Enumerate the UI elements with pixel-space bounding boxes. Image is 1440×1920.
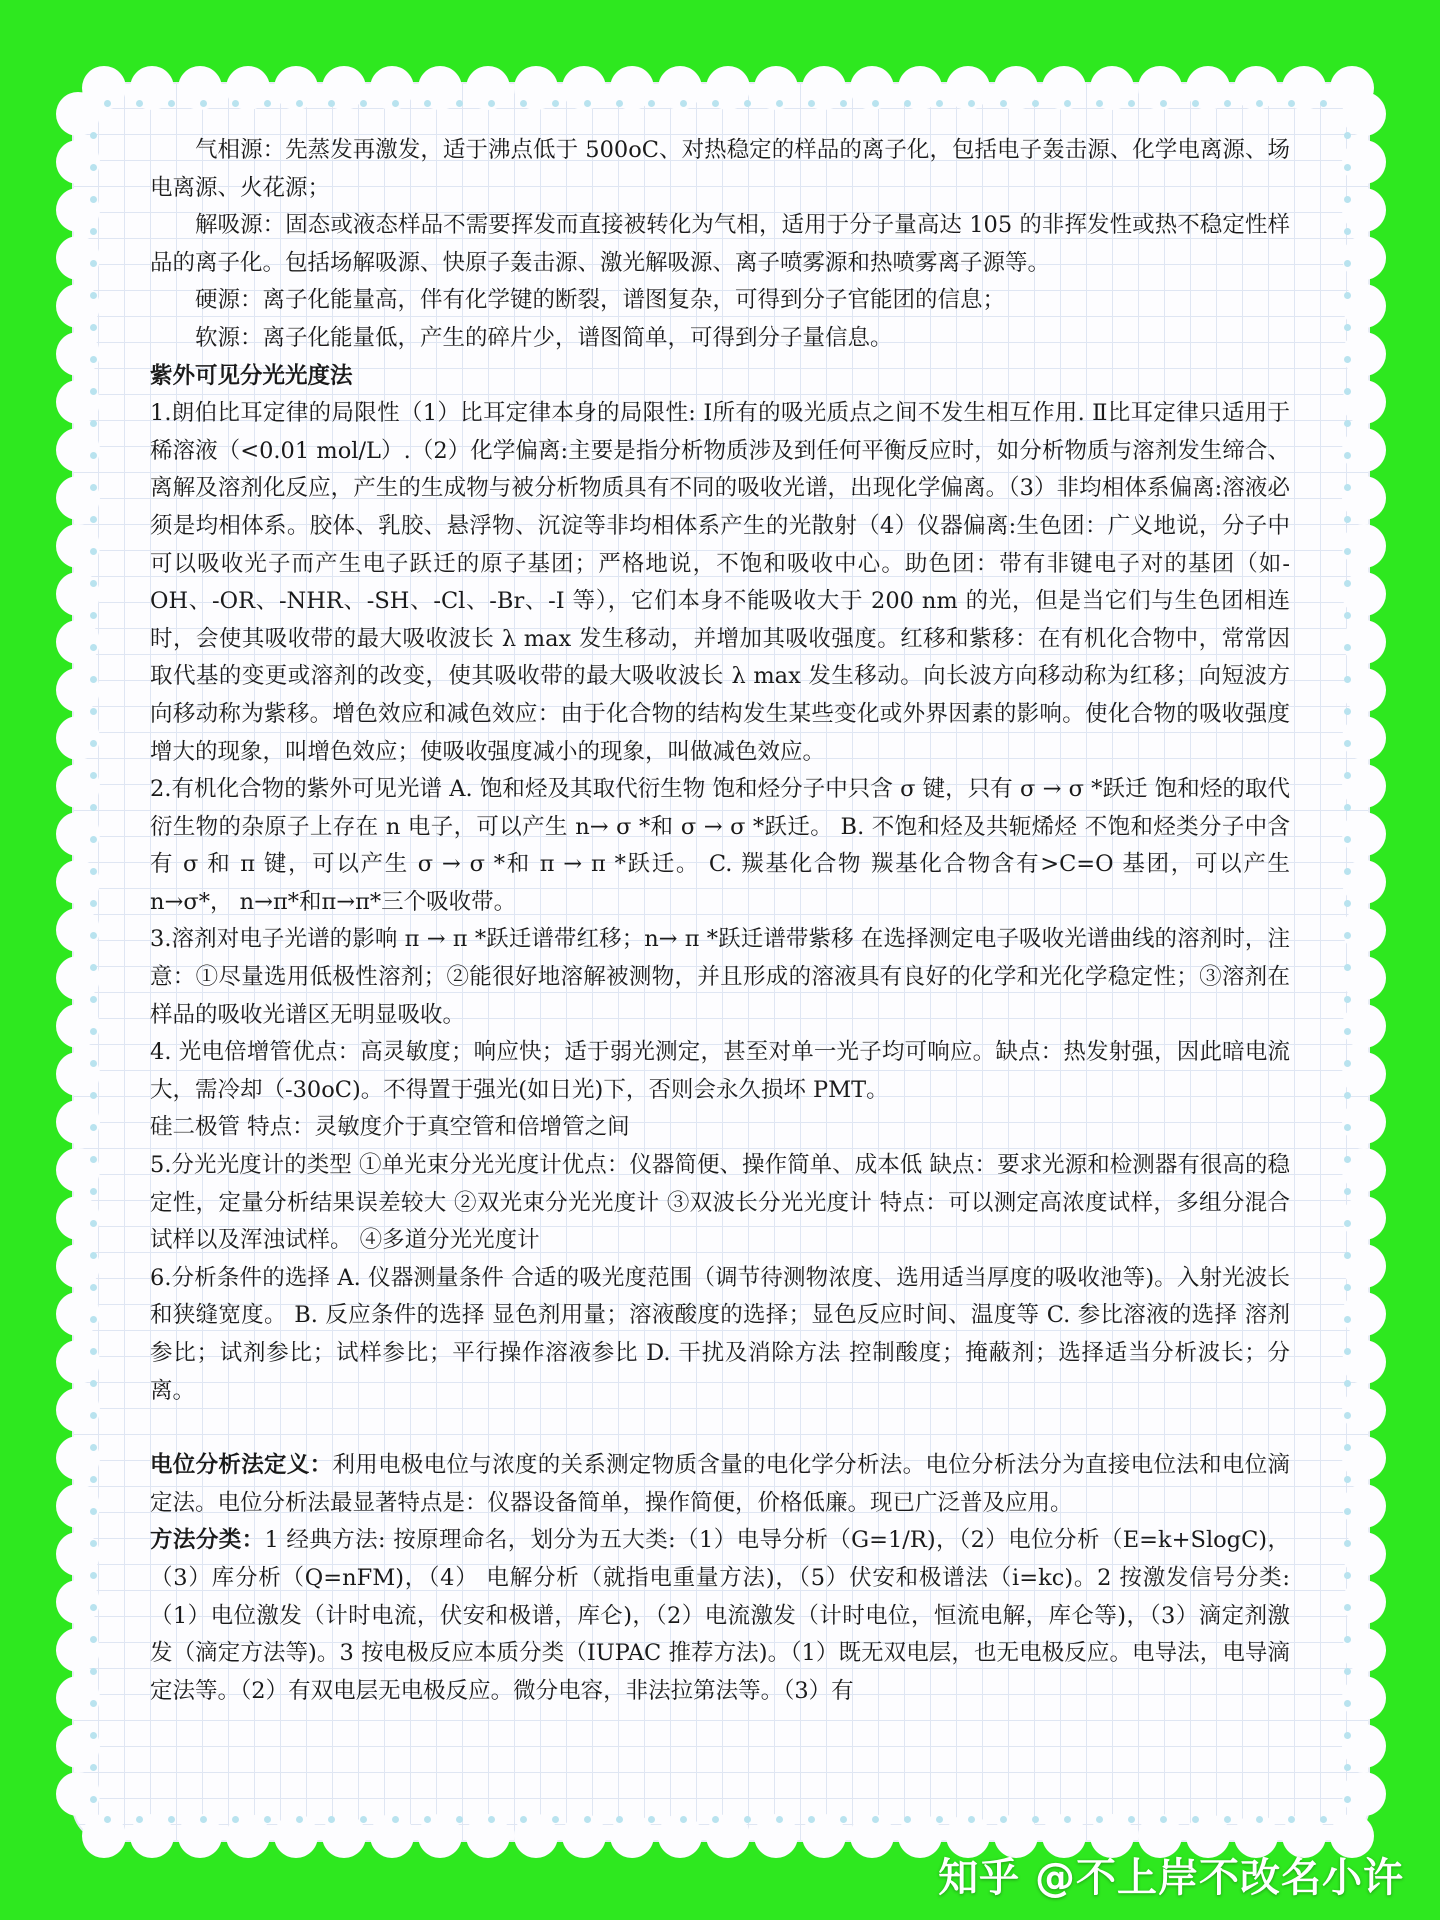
border-scallop <box>1342 812 1386 856</box>
paragraph-text: 软源：离子化能量低，产生的碎片少，谱图简单，可得到分子量信息。 <box>195 324 893 351</box>
border-scallop <box>56 1484 100 1528</box>
border-dot <box>90 1476 97 1483</box>
border-dot <box>90 676 97 683</box>
border-scallop <box>1342 380 1386 424</box>
border-dot <box>1344 996 1351 1003</box>
border-scallop <box>1342 332 1386 376</box>
border-dot <box>1160 1816 1167 1823</box>
border-dot <box>1344 1156 1351 1163</box>
border-dot <box>232 1816 239 1823</box>
border-dot <box>90 484 97 491</box>
border-dot <box>1344 612 1351 619</box>
border-dot <box>90 996 97 1003</box>
border-scallop <box>1342 428 1386 472</box>
border-scallop <box>56 1100 100 1144</box>
border-scallop <box>56 1148 100 1192</box>
border-dot <box>90 1060 97 1067</box>
border-dot <box>872 100 879 107</box>
border-scallop <box>1342 236 1386 280</box>
paragraph <box>150 771 1290 921</box>
border-dot <box>1096 1816 1103 1823</box>
border-dot <box>1128 100 1135 107</box>
paragraph <box>150 921 1290 1034</box>
border-dot <box>1344 260 1351 267</box>
border-dot <box>104 1816 111 1823</box>
border-dot <box>1344 1700 1351 1707</box>
border-dot <box>808 1816 815 1823</box>
border-dot <box>1344 1060 1351 1067</box>
border-dot <box>90 1732 97 1739</box>
border-dot <box>90 1540 97 1547</box>
border-dot <box>712 100 719 107</box>
paragraph <box>150 1447 1290 1522</box>
border-scallop <box>56 668 100 712</box>
border-dot <box>296 1816 303 1823</box>
border-dot <box>1344 1668 1351 1675</box>
border-scallop <box>56 140 100 184</box>
border-dot <box>90 1604 97 1611</box>
border-dot <box>1344 676 1351 683</box>
border-dot <box>1344 228 1351 235</box>
border-scallop <box>56 908 100 952</box>
border-dot <box>1344 740 1351 747</box>
border-dot <box>776 1816 783 1823</box>
border-dot <box>90 1188 97 1195</box>
border-scallop <box>1342 1628 1386 1672</box>
paragraph <box>150 207 1290 282</box>
border-dot <box>392 1816 399 1823</box>
border-dot <box>90 164 97 171</box>
border-scallop <box>56 236 100 280</box>
border-dot <box>968 100 975 107</box>
border-dot <box>90 932 97 939</box>
border-scallop <box>56 1580 100 1624</box>
border-dot <box>1344 1252 1351 1259</box>
paragraph-lead: 方法分类： <box>150 1527 265 1554</box>
border-dot <box>552 1816 559 1823</box>
border-dot <box>90 1444 97 1451</box>
border-scallop <box>1342 284 1386 328</box>
border-dot <box>1344 1412 1351 1419</box>
border-dot <box>1064 100 1071 107</box>
border-dot <box>488 1816 495 1823</box>
border-dot <box>296 100 303 107</box>
paragraph-text: 1.朗伯比耳定律的局限性（1）比耳定律本身的局限性: Ⅰ所有的吸光质点之间不发生相互作用. Ⅱ比耳定律只适用于稀溶液（<0.01 mol/L）.（2）化学偏离:主要是指分析物质涉及到任何平衡反应时，如分析物质与溶剂发生缔合、离解及溶剂化反应，产生的生成物与被分析物质具有不同的吸收光谱，出现化学偏离。（3）非均相体系偏离:溶液必须是均相体系。胶体、乳胶、悬浮物、沉淀等非均相体系产生的光散射（4）仪器偏离:生色团：广义地说，分子中可以吸收光子而产生电子跃迁的原子基团；严格地说，不饱和吸收中心。助色团：带有非键电子对的基团（如-OH、-OR、-NHR、-SH、-Cl、-Br、-I 等），它们本身不能吸收大于 200 nm 的光，但是当它们与生色团相连时，会使其吸收带的最大吸收波长 λ max 发生移动，并增加其吸收强度。红移和紫移：在有机化合物中，常常因取代基的变更或溶剂的改变，使其吸收带的最大吸收波长 λ max 发生移动。向长波方向移动称为红移；向短波方向移动称为紫移。增色效应和减色效应：由于化合物的结构发生某些变化或外界因素的影响。使化合物的吸收强度增大的现象，叫增色效应；使吸收强度减小的现象，叫做减色效应。 <box>150 400 1290 765</box>
border-dot <box>424 100 431 107</box>
border-scallop <box>56 380 100 424</box>
border-dot <box>1000 100 1007 107</box>
border-dot <box>1344 420 1351 427</box>
border-dot <box>1344 1284 1351 1291</box>
border-dot <box>90 1156 97 1163</box>
border-dot <box>90 1764 97 1771</box>
border-scallop <box>1342 860 1386 904</box>
border-dot <box>1344 196 1351 203</box>
border-dot <box>456 1816 463 1823</box>
paragraph-text: 5.分光光度计的类型 ①单光束分光光度计优点：仪器简便、操作简单、成本低 缺点：要求光源和检测器有很高的稳定性，定量分析结果误差较大 ②双光束分光光度计 ③双波长分光光度计 特点：可以测定高浓度试样，多组分混合试样以及浑浊试样。 ④多道分光光度计 <box>150 1152 1290 1254</box>
border-dot <box>90 1380 97 1387</box>
border-dot <box>168 1816 175 1823</box>
border-scallop <box>56 188 100 232</box>
border-scallop <box>56 1340 100 1384</box>
border-dot <box>968 1816 975 1823</box>
border-dot <box>1288 100 1295 107</box>
border-dot <box>1128 1816 1135 1823</box>
border-scallop <box>56 956 100 1000</box>
border-dot <box>520 100 527 107</box>
border-dot <box>1344 452 1351 459</box>
border-dot <box>744 100 751 107</box>
border-dot <box>840 1816 847 1823</box>
paragraph <box>150 1109 1290 1147</box>
border-dot <box>90 228 97 235</box>
border-scallop <box>1342 956 1386 1000</box>
border-dot <box>584 1816 591 1823</box>
watermark: 知乎 @不上岸不改名小许 <box>938 1855 1404 1901</box>
paragraph-text: 利用电极电位与浓度的关系测定物质含量的电化学分析法。电位分析法分为直接电位法和电位滴定法。电位分析法最显著特点是：仪器设备简单，操作简便，价格低廉。现已广泛普及应用。 <box>150 1452 1290 1516</box>
border-dot <box>90 1508 97 1515</box>
border-dot <box>776 100 783 107</box>
paragraph-text: 1 经典方法: 按原理命名，划分为五大类:（1）电导分析（G=1/R)，（2）电位分析（E=k+SlogC)，（3）库分析（Q=nFM)，（4） 电解分析（就指电重量方法)，（5）伏安和极谱法（i=kc)。2 按激发信号分类:（1）电位激发（计时电流，伏安和极谱，库仑)，（2）电流激发（计时电位，恒流电解，库仑等)，（3）滴定剂激发（滴定方法等)。3 按电极反应本质分类（IUPAC 推荐方法)。（1）既无双电层，也无电极反应。电导法，电导滴定法等。（2）有双电层无电极反应。微分电容，非法拉第法等。（3）有 <box>150 1527 1290 1704</box>
border-dot <box>712 1816 719 1823</box>
paragraph-text: 紫外可见分光光度法 <box>150 362 353 389</box>
border-dot <box>1344 1380 1351 1387</box>
border-dot <box>136 1816 143 1823</box>
paragraph-lead: 电位分析法定义： <box>150 1452 333 1479</box>
paragraph <box>150 1260 1290 1410</box>
border-dot <box>904 100 911 107</box>
paragraph-text: 硅二极管 特点：灵敏度介于真空管和倍增管之间 <box>150 1114 630 1141</box>
border-dot <box>1344 772 1351 779</box>
border-dot <box>90 196 97 203</box>
border-dot <box>936 1816 943 1823</box>
border-dot <box>200 1816 207 1823</box>
paragraph-text: 6.分析条件的选择 A. 仪器测量条件 合适的吸光度范围（调节待测物浓度、选用适当厚度的吸收池等)。入射光波长和狭缝宽度。 B. 反应条件的选择 显色剂用量；溶液酸度的选择；显色反应时间、温度等 C. 参比溶液的选择 溶剂参比；试剂参比；试样参比；平行操作溶液参比 D. 干扰及消除方法 控制酸度；掩蔽剂；选择适当分析波长；分离。 <box>150 1264 1290 1404</box>
border-dot <box>1344 708 1351 715</box>
border-dot <box>90 868 97 875</box>
border-scallop <box>1342 140 1386 184</box>
border-dot <box>90 1348 97 1355</box>
border-scallop <box>1342 764 1386 808</box>
border-dot <box>1344 1348 1351 1355</box>
border-dot <box>328 1816 335 1823</box>
border-dot <box>648 100 655 107</box>
border-dot <box>168 100 175 107</box>
border-dot <box>616 1816 623 1823</box>
border-dot <box>1096 100 1103 107</box>
border-scallop <box>56 620 100 664</box>
border-scallop <box>1342 620 1386 664</box>
border-dot <box>1344 580 1351 587</box>
border-dot <box>104 100 111 107</box>
paragraph <box>150 1034 1290 1109</box>
border-dot <box>90 964 97 971</box>
paragraph-gap <box>150 1410 1290 1447</box>
border-dot <box>1344 1540 1351 1547</box>
border-dot <box>328 100 335 107</box>
border-dot <box>232 100 239 107</box>
border-dot <box>90 1636 97 1643</box>
border-dot <box>1344 1188 1351 1195</box>
border-scallop <box>56 1388 100 1432</box>
border-dot <box>1344 964 1351 971</box>
border-dot <box>90 900 97 907</box>
border-dot <box>1344 1508 1351 1515</box>
border-dot <box>1344 164 1351 171</box>
border-scallop <box>56 1196 100 1240</box>
border-dot <box>1344 292 1351 299</box>
border-dot <box>90 420 97 427</box>
border-dot <box>1320 100 1327 107</box>
border-dot <box>1344 1604 1351 1611</box>
border-dot <box>90 772 97 779</box>
border-dot <box>1192 1816 1199 1823</box>
border-dot <box>1344 804 1351 811</box>
border-dot <box>1344 1444 1351 1451</box>
border-dot <box>90 644 97 651</box>
border-dot <box>1344 1764 1351 1771</box>
border-dot <box>1344 516 1351 523</box>
paragraph <box>150 1147 1290 1260</box>
border-dot <box>1160 100 1167 107</box>
border-dot <box>90 388 97 395</box>
border-dot <box>90 452 97 459</box>
border-dot <box>200 100 207 107</box>
border-dot <box>552 100 559 107</box>
border-scallop <box>56 524 100 568</box>
border-dot <box>1344 356 1351 363</box>
border-dot <box>90 1572 97 1579</box>
border-scallop <box>1342 716 1386 760</box>
border-scallop <box>1342 1004 1386 1048</box>
border-dot <box>1344 644 1351 651</box>
border-dot <box>808 100 815 107</box>
border-dot <box>90 612 97 619</box>
border-dot <box>1344 1220 1351 1227</box>
border-dot <box>1344 1572 1351 1579</box>
border-dot <box>1256 1816 1263 1823</box>
border-dot <box>1288 1816 1295 1823</box>
border-dot <box>1032 100 1039 107</box>
border-dot <box>90 1124 97 1131</box>
border-dot <box>424 1816 431 1823</box>
border-dot <box>90 804 97 811</box>
border-dot <box>1344 132 1351 139</box>
border-scallop <box>56 428 100 472</box>
border-scallop <box>56 1052 100 1096</box>
border-dot <box>904 1816 911 1823</box>
border-dot <box>1032 1816 1039 1823</box>
border-dot <box>1064 1816 1071 1823</box>
border-scallop <box>1342 524 1386 568</box>
border-scallop <box>1342 1436 1386 1480</box>
border-dot <box>1344 1316 1351 1323</box>
border-dot <box>90 132 97 139</box>
border-dot <box>1344 900 1351 907</box>
paragraph <box>150 282 1290 320</box>
border-dot <box>90 548 97 555</box>
border-dot <box>90 740 97 747</box>
border-dot <box>90 1412 97 1419</box>
border-scallop <box>56 1292 100 1336</box>
border-dot <box>360 1816 367 1823</box>
paragraph <box>150 132 1290 207</box>
border-scallop <box>56 1724 100 1768</box>
border-scallop <box>56 476 100 520</box>
border-scallop <box>56 332 100 376</box>
border-scallop <box>1342 1100 1386 1144</box>
border-scallop <box>56 1436 100 1480</box>
border-dot <box>392 100 399 107</box>
border-scallop <box>1342 476 1386 520</box>
border-scallop <box>1342 1244 1386 1288</box>
paragraph-text: 2.有机化合物的紫外可见光谱 A. 饱和烃及其取代衍生物 饱和烃分子中只含 σ 键，只有 σ → σ *跃迁 饱和烃的取代衍生物的杂原子上存在 n 电子，可以产生 n→ σ *和 σ → σ *跃迁。 B. 不饱和烃及共轭烯烃 不饱和烃类分子中含有 σ 和 π 键，可以产生 σ → σ *和 π → π *跃迁。 C. 羰基化合物 羰基化合物含有>C=O 基团，可以产生 n→σ*， n→π*和π→π*三个吸收带。 <box>150 776 1290 915</box>
border-dot <box>584 100 591 107</box>
border-scallop <box>1342 188 1386 232</box>
border-dot <box>616 100 623 107</box>
border-scallop <box>1342 1676 1386 1720</box>
border-dot <box>936 100 943 107</box>
paragraph-text: 4. 光电倍增管优点：高灵敏度；响应快；适于弱光测定，甚至对单一光子均可响应。缺点：热发射强，因此暗电流大，需冷却（-30oC)。不得置于强光(如日光)下，否则会永久损坏 PMT。 <box>150 1039 1290 1103</box>
paragraph-text: 气相源：先蒸发再激发，适于沸点低于 500oC、对热稳定的样品的离子化，包括电子轰击源、化学电离源、场电离源、火花源； <box>150 137 1290 201</box>
border-dot <box>90 1028 97 1035</box>
border-dot <box>90 1092 97 1099</box>
paragraph <box>150 395 1290 771</box>
border-dot <box>1344 1092 1351 1099</box>
border-dot <box>456 100 463 107</box>
border-dot <box>1344 932 1351 939</box>
border-dot <box>136 100 143 107</box>
border-scallop <box>56 1004 100 1048</box>
border-dot <box>648 1816 655 1823</box>
border-dot <box>1320 1816 1327 1823</box>
border-dot <box>90 1668 97 1675</box>
document-body <box>150 132 1290 1710</box>
paragraph <box>150 1522 1290 1710</box>
paragraph-text: 解吸源：固态或液态样品不需要挥发而直接被转化为气相，适用于分子量高达 105 的非挥发性或热不稳定性样品的离子化。包括场解吸源、快原子轰击源、激光解吸源、离子喷雾源和热喷雾离子源等。 <box>150 212 1290 276</box>
border-dot <box>90 580 97 587</box>
border-dot <box>1344 324 1351 331</box>
border-scallop <box>1342 1052 1386 1096</box>
border-scallop <box>1342 1340 1386 1384</box>
border-dot <box>680 100 687 107</box>
border-dot <box>90 1220 97 1227</box>
border-scallop <box>56 716 100 760</box>
border-dot <box>1000 1816 1007 1823</box>
border-scallop <box>56 812 100 856</box>
border-dot <box>1224 100 1231 107</box>
border-dot <box>1344 836 1351 843</box>
border-scallop <box>56 284 100 328</box>
border-scallop <box>1342 908 1386 952</box>
border-dot <box>488 100 495 107</box>
border-scallop <box>1342 1196 1386 1240</box>
border-dot <box>90 1316 97 1323</box>
border-dot <box>1344 868 1351 875</box>
border-dot <box>264 1816 271 1823</box>
paragraph <box>150 320 1290 358</box>
border-dot <box>1344 1028 1351 1035</box>
border-dot <box>90 1252 97 1259</box>
border-scallop <box>56 1772 100 1816</box>
border-scallop <box>1342 1484 1386 1528</box>
border-scallop <box>56 1628 100 1672</box>
section-heading <box>150 358 1290 396</box>
border-scallop <box>1342 1148 1386 1192</box>
border-dot <box>1344 548 1351 555</box>
paragraph-text: 硬源：离子化能量高，伴有化学键的断裂，谱图复杂，可得到分子官能团的信息； <box>195 287 1006 314</box>
border-scallop <box>1342 1532 1386 1576</box>
border-dot <box>744 1816 751 1823</box>
border-dot <box>1256 100 1263 107</box>
border-dot <box>520 1816 527 1823</box>
border-scallop <box>56 1244 100 1288</box>
border-dot <box>872 1816 879 1823</box>
paragraph-text: 3.溶剂对电子光谱的影响 π → π *跃迁谱带红移；n→ π *跃迁谱带紫移 在选择测定电子吸收光谱曲线的溶剂时，注意：①尽量选用低极性溶剂；②能很好地溶解被测物，并且形成的溶液具有良好的化学和光化学稳定性；③溶剂在样品的吸收光谱区无明显吸收。 <box>150 926 1290 1028</box>
border-dot <box>90 1284 97 1291</box>
border-dot <box>1344 388 1351 395</box>
border-dot <box>90 836 97 843</box>
border-scallop <box>56 572 100 616</box>
border-scallop <box>1342 1724 1386 1768</box>
border-dot <box>90 516 97 523</box>
border-dot <box>680 1816 687 1823</box>
border-dot <box>840 100 847 107</box>
border-dot <box>90 708 97 715</box>
border-dot <box>90 356 97 363</box>
border-scallop <box>1342 1772 1386 1816</box>
border-scallop <box>1342 92 1386 136</box>
border-dot <box>1344 1796 1351 1803</box>
border-scallop <box>56 1532 100 1576</box>
border-dot <box>1344 484 1351 491</box>
border-dot <box>1344 1476 1351 1483</box>
border-scallop <box>56 764 100 808</box>
border-dot <box>90 1796 97 1803</box>
border-dot <box>90 292 97 299</box>
border-dot <box>90 324 97 331</box>
border-scallop <box>1342 1580 1386 1624</box>
border-dot <box>264 100 271 107</box>
border-dot <box>1192 100 1199 107</box>
border-scallop <box>56 860 100 904</box>
border-scallop <box>56 1676 100 1720</box>
border-dot <box>1344 1124 1351 1131</box>
border-dot <box>1344 1636 1351 1643</box>
border-dot <box>90 260 97 267</box>
border-dot <box>1224 1816 1231 1823</box>
border-dot <box>360 100 367 107</box>
border-scallop <box>1342 668 1386 712</box>
border-scallop <box>1342 1292 1386 1336</box>
border-dot <box>1344 1732 1351 1739</box>
border-dot <box>90 1700 97 1707</box>
border-scallop <box>1342 572 1386 616</box>
border-scallop <box>1342 1388 1386 1432</box>
border-scallop <box>56 92 100 136</box>
